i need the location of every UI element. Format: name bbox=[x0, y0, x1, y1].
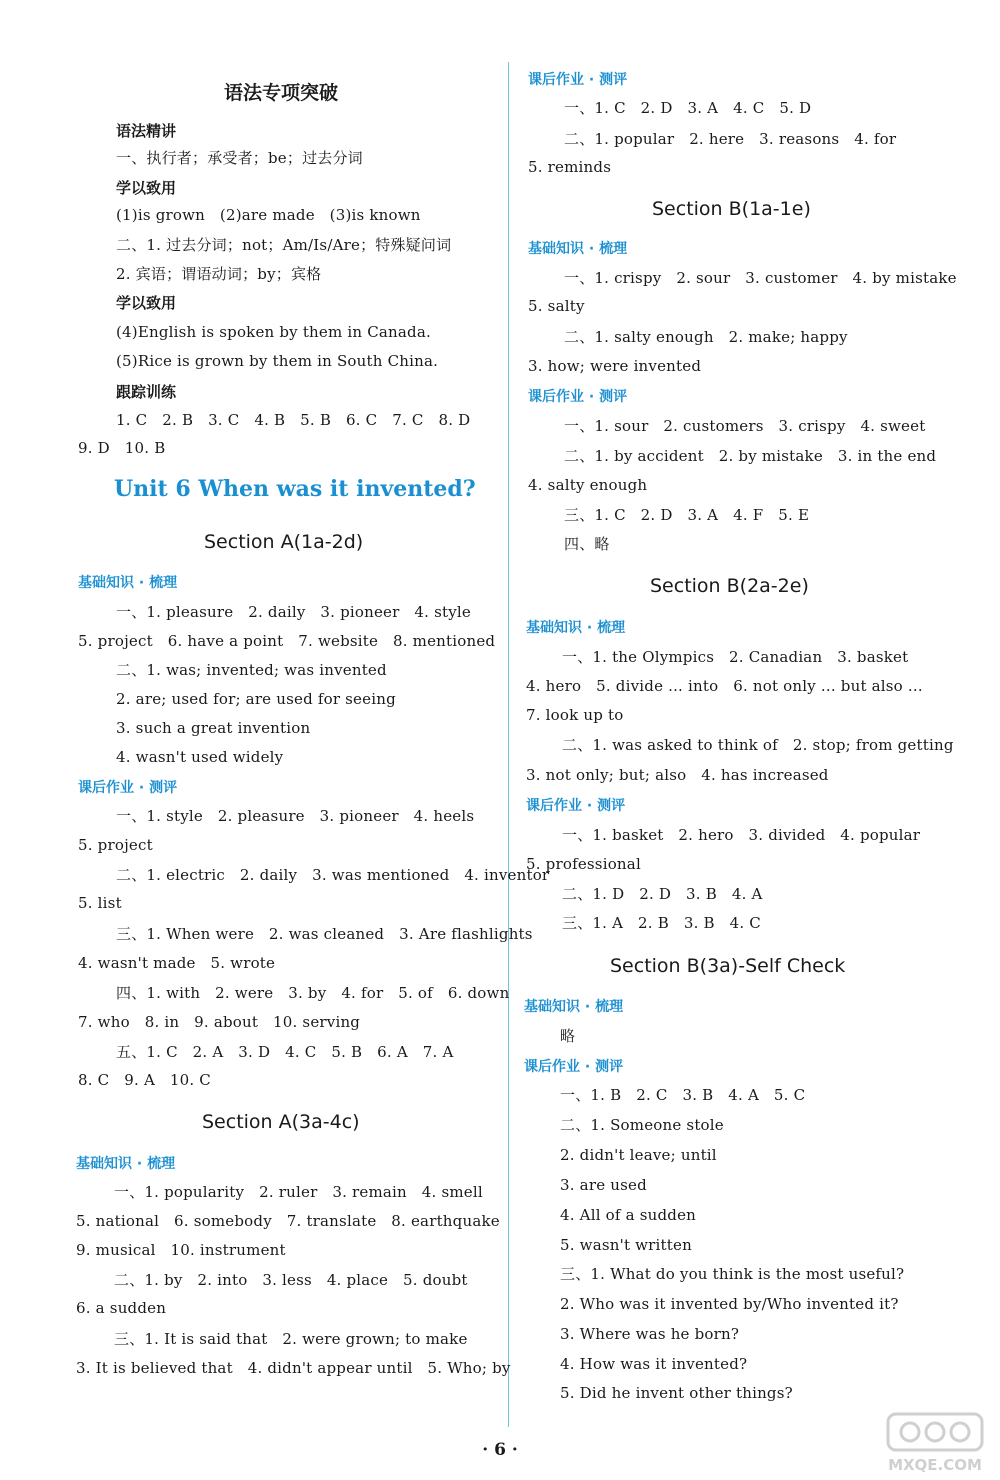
answer-line: 二、1. salty enough 2. make; happy bbox=[564, 328, 848, 346]
answer-line: 一、1. crispy 2. sour 3. customer 4. by mistake bbox=[564, 269, 957, 287]
basic-knowledge-label: 基础知识 · 梳理 bbox=[528, 241, 628, 257]
answer-line: 3. how; were invented bbox=[528, 357, 702, 375]
basic-knowledge-label: 基础知识 · 梳理 bbox=[78, 575, 178, 591]
answer-line: 三、1. C 2. D 3. A 4. F 5. E bbox=[564, 506, 810, 524]
page-number: · 6 · bbox=[482, 1440, 518, 1460]
answer-line: 2. are; used for; are used for seeing bbox=[116, 690, 396, 708]
answer-line: 一、1. C 2. D 3. A 4. C 5. D bbox=[564, 99, 812, 117]
answer-line: 2. Who was it invented by/Who invented it? bbox=[560, 1295, 899, 1313]
answer-line: 2. 宾语；谓语动词；by；宾格 bbox=[116, 265, 322, 283]
answer-line: 5. national 6. somebody 7. translate 8. earthquake bbox=[76, 1212, 500, 1230]
answer-line: 三、1. What do you think is the most useful? bbox=[560, 1265, 905, 1283]
section-title: Section A(1a-2d) bbox=[204, 531, 364, 553]
grammar-explain-heading: 语法精讲 bbox=[116, 122, 177, 140]
answer-line: 6. a sudden bbox=[76, 1299, 167, 1317]
answer-line: 3. such a great invention bbox=[116, 719, 311, 737]
track-heading: 跟踪训练 bbox=[116, 383, 177, 401]
answer-line: (5)Rice is grown by them in South China. bbox=[116, 352, 439, 370]
answer-line: 9. D 10. B bbox=[78, 439, 166, 457]
answer-line: 一、1. popularity 2. ruler 3. remain 4. smell bbox=[114, 1183, 483, 1201]
column-divider bbox=[508, 62, 509, 1427]
answer-line: 略 bbox=[560, 1027, 576, 1045]
answer-line: 一、1. the Olympics 2. Canadian 3. basket bbox=[562, 648, 909, 666]
answer-line: 三、1. It is said that 2. were grown; to make bbox=[114, 1330, 468, 1348]
homework-label: 课后作业 · 测评 bbox=[78, 780, 178, 796]
homework-label: 课后作业 · 测评 bbox=[528, 72, 628, 88]
answer-line: 3. are used bbox=[560, 1176, 647, 1194]
watermark-logo bbox=[880, 1410, 990, 1474]
answer-line: 4. wasn't used widely bbox=[116, 748, 284, 766]
answer-line: 一、1. pleasure 2. daily 3. pioneer 4. style bbox=[116, 603, 471, 621]
answer-line: 7. who 8. in 9. about 10. serving bbox=[78, 1013, 361, 1031]
homework-label: 课后作业 · 测评 bbox=[528, 389, 628, 405]
apply-heading: 学以致用 bbox=[116, 294, 177, 312]
grammar-title: 语法专项突破 bbox=[224, 82, 339, 104]
answer-line: 4. How was it invented? bbox=[560, 1355, 748, 1373]
section-title: Section A(3a-4c) bbox=[202, 1111, 360, 1133]
answer-line: 4. wasn't made 5. wrote bbox=[78, 954, 276, 972]
answer-line: (1)is grown (2)are made (3)is known bbox=[116, 206, 421, 224]
answer-line: 一、1. sour 2. customers 3. crispy 4. sweet bbox=[564, 417, 926, 435]
answer-line: 5. Did he invent other things? bbox=[560, 1384, 793, 1402]
basic-knowledge-label: 基础知识 · 梳理 bbox=[526, 620, 626, 636]
answer-line: 二、1. electric 2. daily 3. was mentioned 4. inventor bbox=[116, 866, 550, 884]
answer-line: 5. professional bbox=[526, 855, 641, 873]
answer-line: 5. project bbox=[78, 836, 153, 854]
answer-line: 7. look up to bbox=[526, 706, 624, 724]
answer-line: 二、1. by 2. into 3. less 4. place 5. doubt bbox=[114, 1271, 468, 1289]
answer-line: 5. list bbox=[78, 894, 122, 912]
answer-line: 五、1. C 2. A 3. D 4. C 5. B 6. A 7. A bbox=[116, 1043, 454, 1061]
section-title: Section B(2a-2e) bbox=[650, 575, 809, 597]
basic-knowledge-label: 基础知识 · 梳理 bbox=[76, 1156, 176, 1172]
answer-line: 二、1. D 2. D 3. B 4. A bbox=[562, 885, 763, 903]
answer-line: 二、1. was asked to think of 2. stop; from getting bbox=[562, 736, 954, 754]
answer-line: 3. Where was he born? bbox=[560, 1325, 740, 1343]
answer-line: 5. salty bbox=[528, 297, 585, 315]
unit-title: Unit 6 When was it invented? bbox=[114, 476, 476, 502]
answer-line: 9. musical 10. instrument bbox=[76, 1241, 286, 1259]
section-title: Section B(3a)-Self Check bbox=[610, 955, 846, 977]
answer-line: 5. project 6. have a point 7. website 8. mentioned bbox=[78, 632, 496, 650]
homework-label: 课后作业 · 测评 bbox=[524, 1059, 624, 1075]
basic-knowledge-label: 基础知识 · 梳理 bbox=[524, 999, 624, 1015]
answer-line: 三、1. A 2. B 3. B 4. C bbox=[562, 914, 761, 932]
answer-line: 一、1. B 2. C 3. B 4. A 5. C bbox=[560, 1086, 806, 1104]
homework-label: 课后作业 · 测评 bbox=[526, 798, 626, 814]
answer-line: (4)English is spoken by them in Canada. bbox=[116, 323, 431, 341]
answer-line: 3. It is believed that 4. didn't appear until 5. Who; by bbox=[76, 1359, 511, 1377]
answer-line: 4. hero 5. divide ... into 6. not only ... but also ... bbox=[526, 677, 923, 695]
answer-line: 8. C 9. A 10. C bbox=[78, 1071, 211, 1089]
answer-line: 5. reminds bbox=[528, 158, 612, 176]
watermark-text: MXQE.COM bbox=[888, 1456, 982, 1474]
apply-heading: 学以致用 bbox=[116, 179, 177, 197]
answer-line: 二、1. was; invented; was invented bbox=[116, 661, 387, 679]
answer-line: 4. salty enough bbox=[528, 476, 648, 494]
answer-line: 2. didn't leave; until bbox=[560, 1146, 717, 1164]
answer-line: 三、1. When were 2. was cleaned 3. Are flashlights bbox=[116, 925, 533, 943]
answer-line: 3. not only; but; also 4. has increased bbox=[526, 766, 829, 784]
answer-line: 二、1. by accident 2. by mistake 3. in the end bbox=[564, 447, 937, 465]
answer-line: 一、1. style 2. pleasure 3. pioneer 4. heels bbox=[116, 807, 475, 825]
answer-line: 4. All of a sudden bbox=[560, 1206, 697, 1224]
section-title: Section B(1a-1e) bbox=[652, 198, 811, 220]
answer-line: 一、1. basket 2. hero 3. divided 4. popular bbox=[562, 826, 921, 844]
answer-line: 四、略 bbox=[564, 535, 610, 553]
answer-line: 二、1. 过去分词；not；Am/Is/Are；特殊疑问词 bbox=[116, 236, 452, 254]
answer-line: 5. wasn't written bbox=[560, 1236, 692, 1254]
answer-line: 一、执行者；承受者；be；过去分词 bbox=[116, 149, 363, 167]
answer-line: 二、1. popular 2. here 3. reasons 4. for bbox=[564, 130, 897, 148]
answer-line: 1. C 2. B 3. C 4. B 5. B 6. C 7. C 8. D bbox=[116, 411, 471, 429]
answer-line: 二、1. Someone stole bbox=[560, 1116, 724, 1134]
answer-line: 四、1. with 2. were 3. by 4. for 5. of 6. down bbox=[116, 984, 510, 1002]
